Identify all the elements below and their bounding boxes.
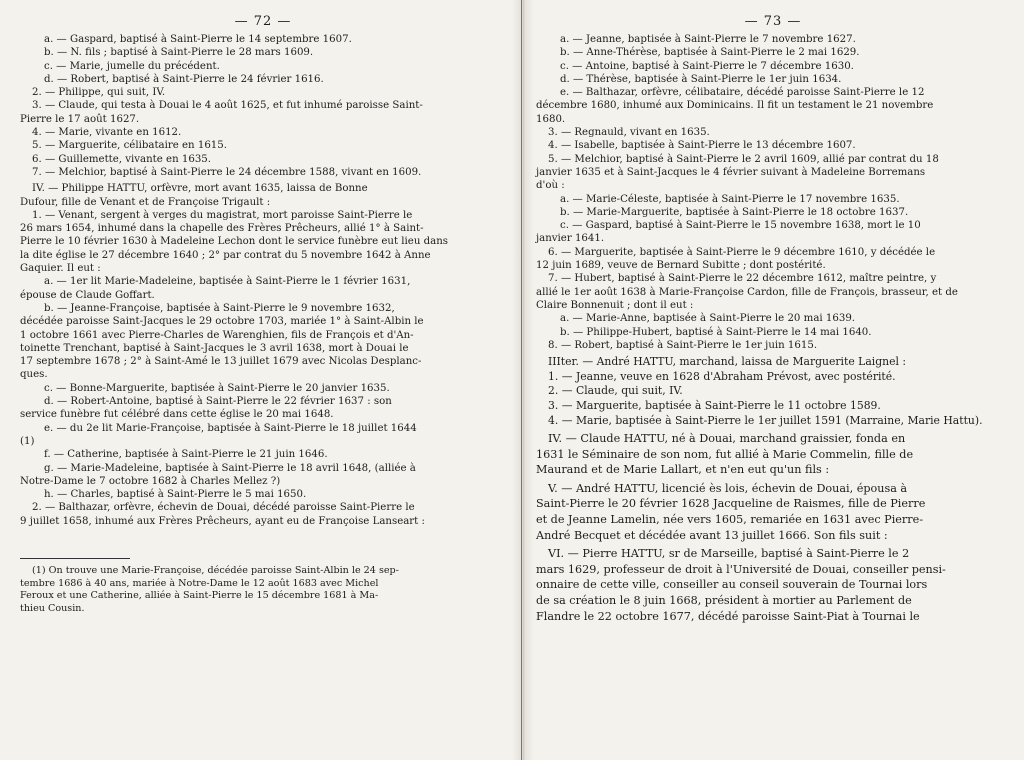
text-line: e. — du 2e lit Marie-Françoise, baptisée à Saint-Pierre le 18 juillet 1644 xyxy=(44,422,417,434)
text-line: c. — Bonne-Marguerite, baptisée à Saint-Pierre le 20 janvier 1635. xyxy=(44,382,390,394)
text-line: 4. — Marie, baptisée à Saint-Pierre le 1er juillet 1591 (Marraine, Marie Hattu). xyxy=(548,413,983,427)
left-page-footnote xyxy=(20,565,506,615)
text-line: V. — André HATTU, licencié ès lois, échevin de Douai, épousa à xyxy=(548,481,908,495)
gutter-fold-line xyxy=(521,0,522,760)
text-line: d'où : xyxy=(536,180,565,192)
text-line: 2. — Philippe, qui suit, IV. xyxy=(32,87,166,99)
text-line: a. — Marie-Céleste, baptisée à Saint-Pierre le 17 novembre 1635. xyxy=(560,193,900,205)
text-line: 1631 le Séminaire de son nom, fut allié à Marie Commelin, fille de xyxy=(536,447,914,461)
text-line: b. — Jeanne-Françoise, baptisée à Saint-Pierre le 9 novembre 1632, xyxy=(44,302,395,314)
text-line: a. — Marie-Anne, baptisée à Saint-Pierre le 20 mai 1639. xyxy=(560,313,856,325)
text-line: décembre 1680, inhumé aux Dominicains. Il fit un testament le 21 novembre xyxy=(536,100,934,112)
page-number-right: — 73 — xyxy=(744,14,802,29)
text-line: f. — Catherine, baptisée à Saint-Pierre le 21 juin 1646. xyxy=(44,449,328,461)
text-line: 4. — Marie, vivante en 1612. xyxy=(32,127,182,139)
footnote-rule xyxy=(20,558,130,559)
text-line: c. — Marie, jumelle du précédent. xyxy=(44,60,220,72)
text-line: janvier 1635 et à Saint-Jacques le 4 février suivant à Madeleine Borremans xyxy=(536,166,926,178)
text-line: 6. — Guillemette, vivante en 1635. xyxy=(32,153,212,165)
text-line: c. — Antoine, baptisé à Saint-Pierre le 7 décembre 1630. xyxy=(560,60,854,72)
text-line: 6. — Marguerite, baptisée à Saint-Pierre le 9 décembre 1610, y décédée le xyxy=(548,246,936,258)
right-page-text xyxy=(536,33,1010,624)
text-line: 12 juin 1689, veuve de Bernard Subitte ; dont postérité. xyxy=(536,260,826,272)
text-line: 4. — Isabelle, baptisée à Saint-Pierre le 13 décembre 1607. xyxy=(548,140,856,152)
text-line: e. — Balthazar, orfèvre, célibataire, décédé paroisse Saint-Pierre le 12 xyxy=(560,87,925,99)
text-line: décédée paroisse Saint-Jacques le 29 octobre 1703, mariée 1° à Saint-Albin le xyxy=(20,316,424,328)
text-line: 7. — Melchior, baptisé à Saint-Pierre le 24 décembre 1588, vivant en 1609. xyxy=(32,166,422,178)
text-line: IV. — Claude HATTU, né à Douai, marchand graissier, fonda en xyxy=(548,432,906,446)
text-line: VI. — Pierre HATTU, sr de Marseille, baptisé à Saint-Pierre le 2 xyxy=(548,547,910,561)
text-line: Gaquier. Il eut : xyxy=(20,263,101,275)
text-line: 7. — Hubert, baptisé à Saint-Pierre le 22 décembre 1612, maître peintre, y xyxy=(548,273,937,285)
text-line: 5. — Melchior, baptisé à Saint-Pierre le 2 avril 1609, allié par contrat du 18 xyxy=(548,153,939,165)
text-line: toinette Trenchant, baptisé à Saint-Jacques le 3 avril 1638, mort à Douai le xyxy=(20,342,409,354)
text-line: a. — 1er lit Marie-Madeleine, baptisée à Saint-Pierre le 1 février 1631, xyxy=(44,276,411,288)
text-line: 1 octobre 1661 avec Pierre-Charles de Warenghien, fils de François et d'An- xyxy=(20,329,414,341)
text-line: (1) On trouve une Marie-Françoise, décédée paroisse Saint-Albin le 24 sep- xyxy=(32,564,399,576)
page-number-left: — 72 — xyxy=(234,14,292,29)
text-line: 26 mars 1654, inhumé dans la chapelle des Frères Prêcheurs, allié 1° à Saint- xyxy=(20,223,424,235)
text-line: (1) xyxy=(20,435,35,447)
text-line: Notre-Dame le 7 octobre 1682 à Charles Mellez ?) xyxy=(20,475,281,487)
book-gutter xyxy=(512,0,534,760)
text-line: 17 septembre 1678 ; 2° à Saint-Amé le 13 juillet 1679 avec Nicolas Desplanc- xyxy=(20,356,422,368)
text-line: Maurand et de Marie Lallart, et n'en eut qu'un fils : xyxy=(536,463,830,477)
text-line: service funèbre fut célébré dans cette église le 20 mai 1648. xyxy=(20,409,334,421)
text-line: la dite église le 27 décembre 1640 ; 2° par contrat du 5 novembre 1642 à Anne xyxy=(20,249,431,261)
text-line: 3. — Marguerite, baptisée à Saint-Pierre le 11 octobre 1589. xyxy=(548,398,881,412)
text-line: 3. — Regnauld, vivant en 1635. xyxy=(548,127,710,139)
text-line: ques. xyxy=(20,369,48,381)
text-line: a. — Gaspard, baptisé à Saint-Pierre le 14 septembre 1607. xyxy=(44,34,352,45)
text-line: Saint-Pierre le 20 février 1628 Jacqueline de Raismes, fille de Pierre xyxy=(536,497,926,511)
text-line: janvier 1641. xyxy=(536,233,605,245)
text-line: b. — Marie-Marguerite, baptisée à Saint-Pierre le 18 octobre 1637. xyxy=(560,206,909,218)
text-line: 8. — Robert, baptisé à Saint-Pierre le 1er juin 1615. xyxy=(548,339,818,351)
text-line: IIIter. — André HATTU, marchand, laissa de Marguerite Laignel : xyxy=(548,355,906,369)
text-line: Feroux et une Catherine, alliée à Saint-Pierre le 15 décembre 1681 à Ma- xyxy=(20,590,379,602)
text-line: allié le 1er août 1638 à Marie-Françoise Cardon, fille de François, brasseur, et de xyxy=(536,286,958,298)
text-line: 9 juillet 1658, inhumé aux Frères Prêcheurs, ayant eu de Françoise Lanseart : xyxy=(20,515,425,527)
text-line: a. — Jeanne, baptisée à Saint-Pierre le 7 novembre 1627. xyxy=(560,34,856,45)
text-line: c. — Gaspard, baptisé à Saint-Pierre le 15 novembre 1638, mort le 10 xyxy=(560,220,921,232)
text-line: thieu Cousin. xyxy=(20,602,85,614)
text-line: Flandre le 22 octobre 1677, décédé paroisse Saint-Piat à Tournai le xyxy=(536,609,920,623)
text-line: g. — Marie-Madeleine, baptisée à Saint-Pierre le 18 avril 1648, (alliée à xyxy=(44,462,416,474)
text-line: 5. — Marguerite, célibataire en 1615. xyxy=(32,140,228,152)
text-line: 1. — Venant, sergent à verges du magistrat, mort paroisse Saint-Pierre le xyxy=(32,209,413,221)
text-line: et de Jeanne Lamelin, née vers 1605, remariée en 1631 avec Pierre- xyxy=(536,513,923,527)
text-line: épouse de Claude Goffart. xyxy=(20,289,155,301)
text-line: d. — Thérèse, baptisée à Saint-Pierre le 1er juin 1634. xyxy=(560,73,842,85)
text-line: IV. — Philippe HATTU, orfèvre, mort avant 1635, laissa de Bonne xyxy=(32,183,368,195)
text-line: d. — Robert-Antoine, baptisé à Saint-Pierre le 22 février 1637 : son xyxy=(44,396,392,408)
right-page xyxy=(536,14,1010,624)
text-line: de sa création le 8 juin 1668, président à mortier au Parlement de xyxy=(536,594,912,608)
text-line: 1. — Jeanne, veuve en 1628 d'Abraham Prévost, avec postérité. xyxy=(548,369,896,383)
text-line: Pierre le 17 août 1627. xyxy=(20,113,140,125)
text-line: Dufour, fille de Venant et de Françoise Trigault : xyxy=(20,196,271,208)
text-line: Pierre le 10 février 1630 à Madeleine Lechon dont le service funèbre eut lieu dans xyxy=(20,236,449,248)
text-line: Claire Bonnenuit ; dont il eut : xyxy=(536,299,694,311)
text-line: mars 1629, professeur de droit à l'Université de Douai, conseiller pensi- xyxy=(536,562,946,576)
text-line: 1680. xyxy=(536,113,566,125)
text-line: b. — Anne-Thérèse, baptisée à Saint-Pierre le 2 mai 1629. xyxy=(560,47,860,59)
text-line: 3. — Claude, qui testa à Douai le 4 août 1625, et fut inhumé paroisse Saint- xyxy=(32,100,423,112)
left-page xyxy=(20,14,506,615)
left-page-text xyxy=(20,33,506,528)
text-line: André Becquet et décédée avant 13 juillet 1666. Son fils suit : xyxy=(536,528,888,542)
text-line: tembre 1686 à 40 ans, mariée à Notre-Dame le 12 août 1683 avec Michel xyxy=(20,577,379,589)
text-line: b. — N. fils ; baptisé à Saint-Pierre le 28 mars 1609. xyxy=(44,47,314,59)
text-line: 2. — Balthazar, orfèvre, échevin de Douai, décédé paroisse Saint-Pierre le xyxy=(32,502,415,514)
text-line: h. — Charles, baptisé à Saint-Pierre le 5 mai 1650. xyxy=(44,489,307,501)
text-line: 2. — Claude, qui suit, IV. xyxy=(548,384,683,398)
text-line: d. — Robert, baptisé à Saint-Pierre le 24 février 1616. xyxy=(44,73,324,85)
text-line: b. — Philippe-Hubert, baptisé à Saint-Pierre le 14 mai 1640. xyxy=(560,326,872,338)
text-line: onnaire de cette ville, conseiller au conseil souverain de Tournai lors xyxy=(536,578,928,592)
